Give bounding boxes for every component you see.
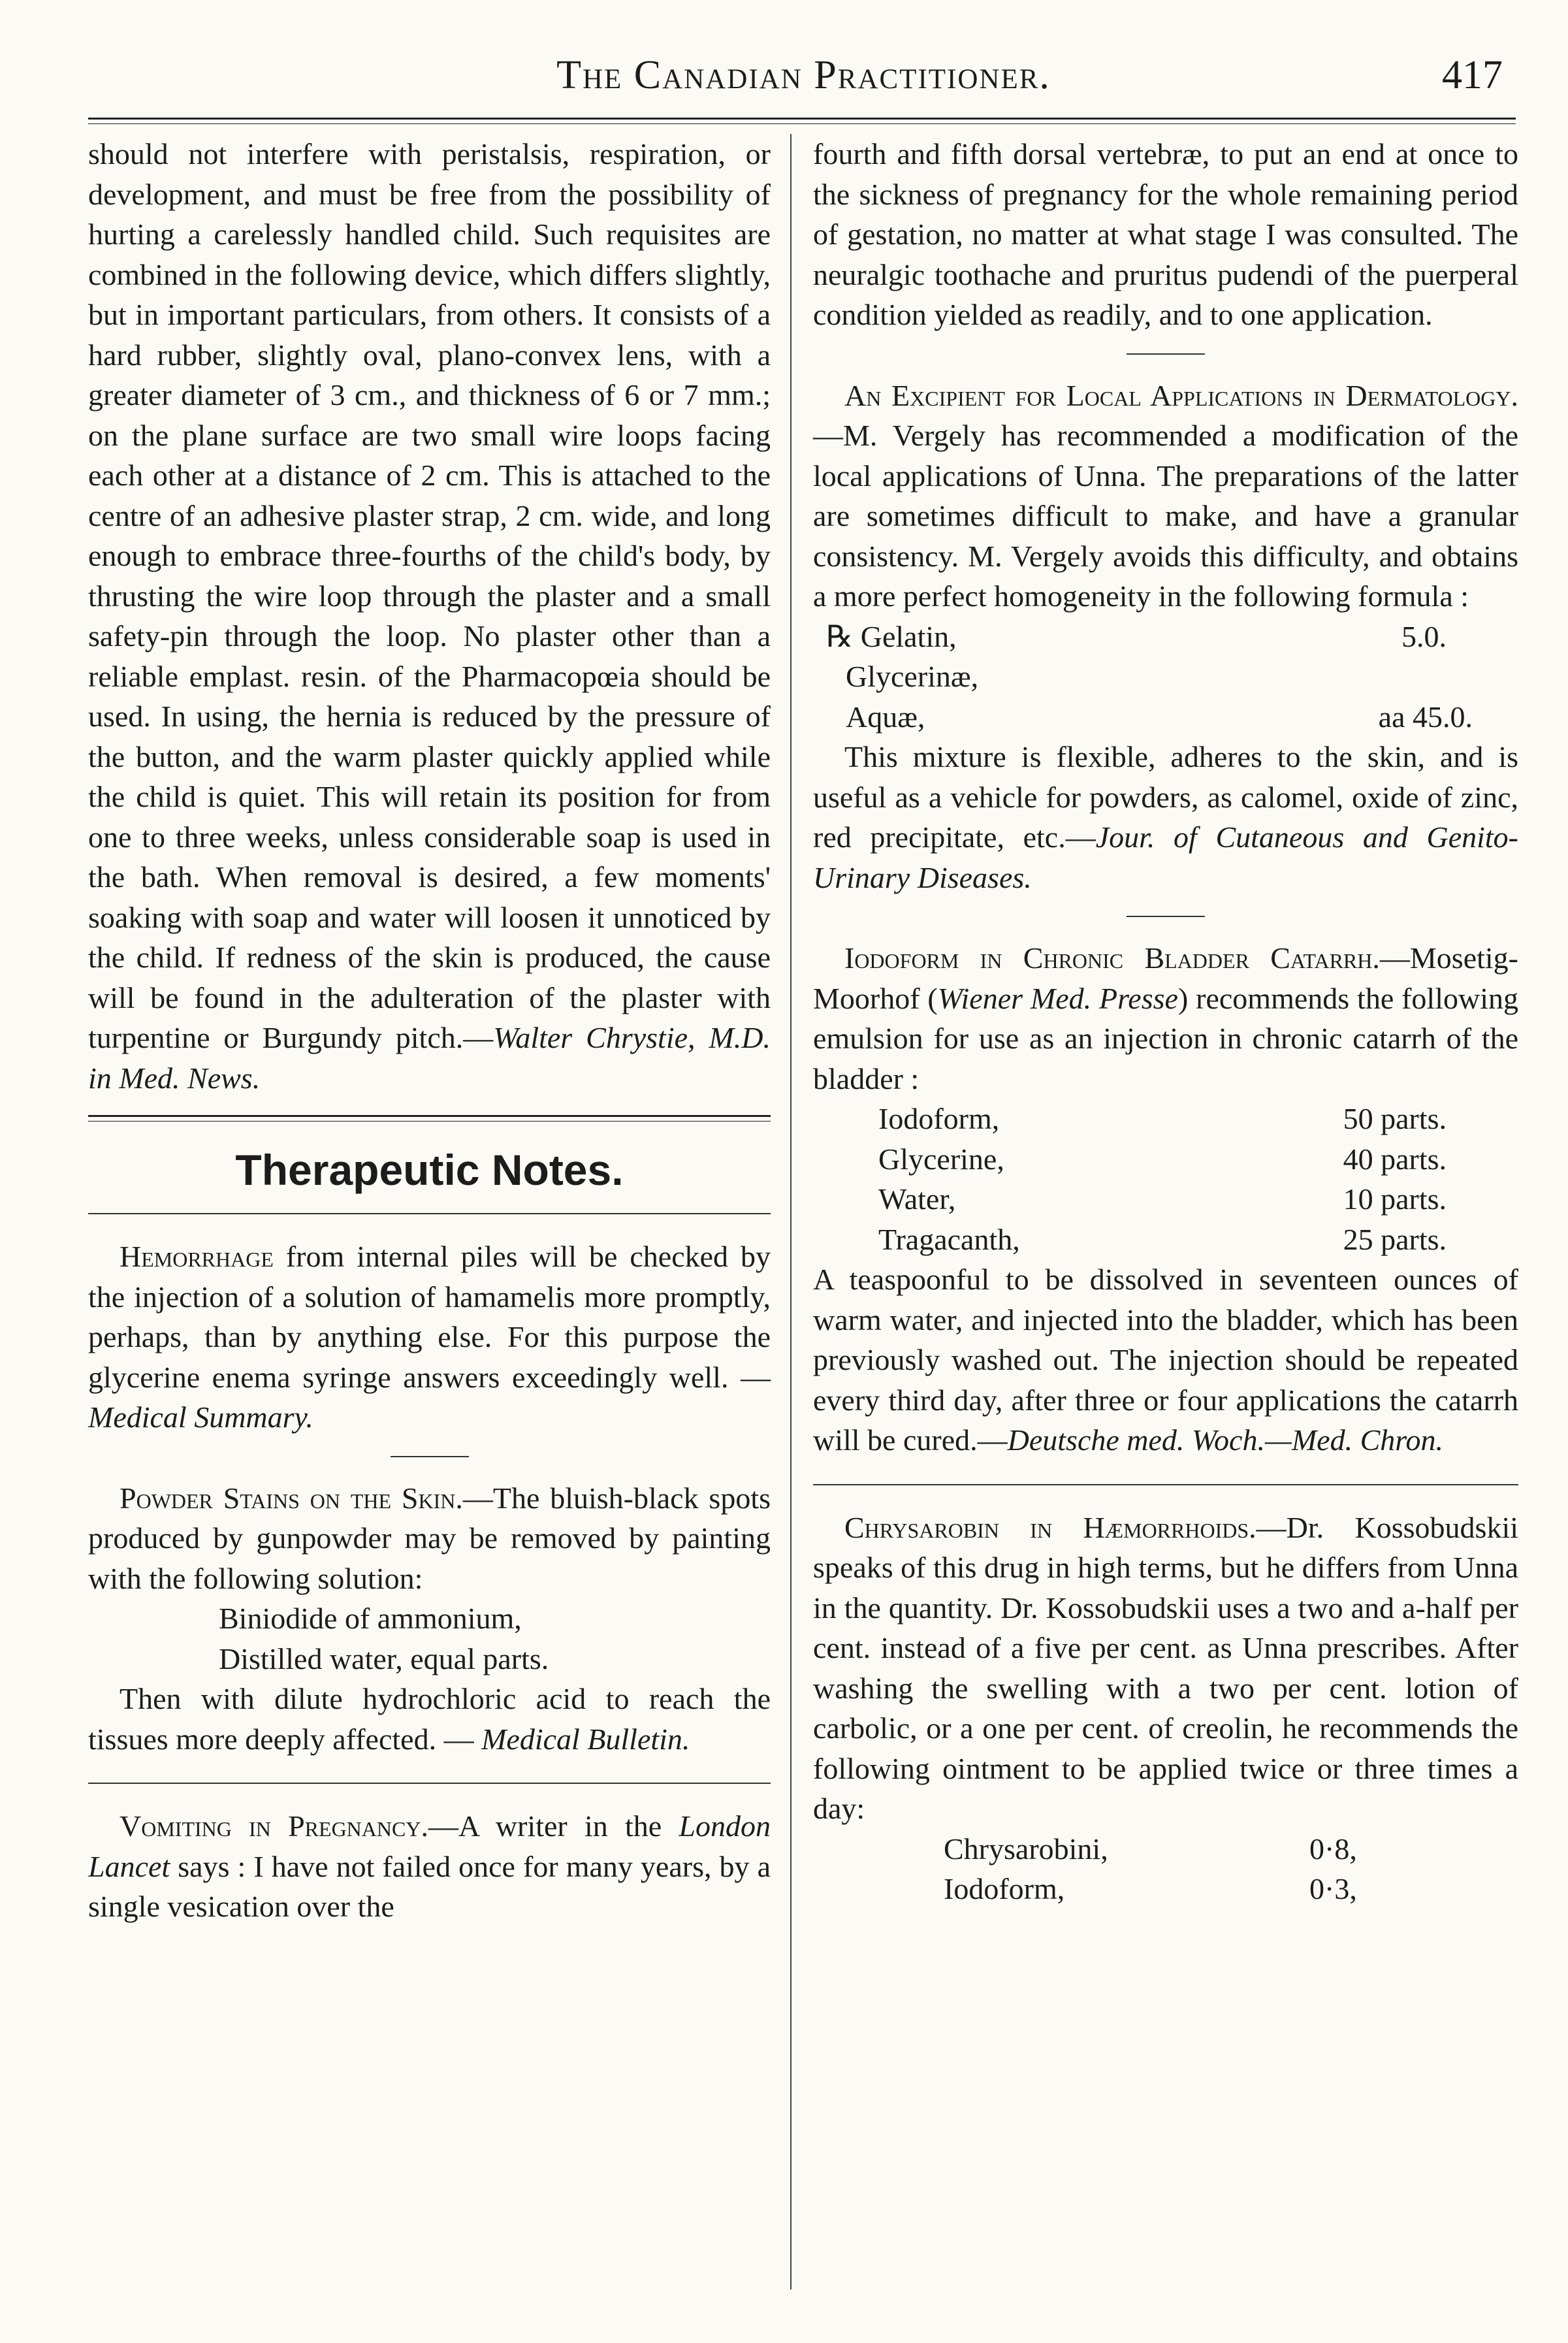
item-separator <box>813 1484 1518 1485</box>
formula-row <box>813 697 1518 737</box>
item-separator <box>1127 353 1205 355</box>
header-rule <box>88 118 1516 124</box>
left-column <box>88 134 771 1927</box>
iodoform-heading: Iodoform in Chronic Bladder Catarrh. <box>844 941 1380 975</box>
ointment-row <box>813 1869 1518 1909</box>
ointment-ingredient: Chrysarobini, <box>944 1832 1108 1866</box>
powder-after-text: Then with dilute hydrochloric acid to reach the tissues more deeply affected. — <box>88 1682 771 1756</box>
vomiting-text-a: —A writer in the <box>428 1809 679 1843</box>
right-column <box>813 134 1518 1909</box>
ointment-row <box>813 1829 1518 1869</box>
excipient-paragraph <box>813 376 1518 617</box>
chrysarobin-text: —Dr. Kossobudskii speaks of this drug in high terms, but he differs from Unna in the quantity. Dr. Kossobudskii uses a two and a-half per cent. instead of a five per cent. as Unna prescribes. After washing the swelling with a two per cent. lotion of carbolic, or a one per cent. of creolin, he recommends the following ointment to be applied twice or three times a day: <box>813 1510 1519 1825</box>
iodoform-source: Wiener Med. Presse <box>937 981 1178 1015</box>
hernia-citation: Walter Chrystie, M.D. in Med. News. <box>88 1021 771 1095</box>
chrysarobin-heading: Chrysarobin in Hæmorrhoids. <box>844 1510 1256 1544</box>
formula-row <box>813 617 1518 657</box>
excipient-text: —M. Vergely has recommended a modification of the local applications of Unna. The preparations of the latter are sometimes difficult to make, and have a granular consistency. M. Vergely avoids this difficulty, and obtains a more perfect homogeneity in the following formula : <box>813 419 1518 613</box>
vomiting-source: London Lancet <box>88 1809 771 1883</box>
emulsion-row <box>878 1099 1518 1139</box>
hemorrhage-citation: Medical Summary. <box>88 1400 313 1434</box>
section-rule-top <box>88 1115 771 1122</box>
formula-ingredient: ℞ Gelatin, <box>826 619 957 653</box>
iodoform-citation: Deutsche med. Woch.—Med. Chron. <box>1007 1423 1443 1457</box>
powder-paragraph <box>88 1478 771 1599</box>
journal-title: The Canadian Practitioner. <box>556 53 1051 97</box>
emulsion-ingredient: Iodoform, <box>878 1102 1000 1135</box>
hernia-paragraph <box>88 134 771 1098</box>
emulsion-amount: 50 parts. <box>1343 1102 1447 1135</box>
iodoform-after <box>813 1259 1518 1461</box>
emulsion-ingredient: Water, <box>878 1182 956 1216</box>
emulsion-row <box>878 1220 1518 1260</box>
ointment-amount: 0·3, <box>1309 1872 1357 1905</box>
vomiting-paragraph <box>88 1806 771 1927</box>
emulsion-ingredient: Glycerine, <box>878 1142 1004 1176</box>
powder-citation: Medical Bulletin. <box>481 1722 690 1756</box>
item-separator <box>88 1783 771 1784</box>
vomiting-continuation: fourth and fifth dorsal vertebræ, to put an end at once to the sickness of pregnancy for the whole remaining period of gestation, no matter at what stage I was consulted. The neuralgic toothache and pruritus pudendi of the puerperal condition yielded as readily, and to one application. <box>813 137 1518 331</box>
excipient-heading: An Excipient for Local Applications in Dermatology. <box>844 378 1518 412</box>
emulsion-ingredient: Tragacanth, <box>878 1222 1020 1256</box>
ointment-ingredient: Iodoform, <box>944 1872 1065 1905</box>
vomiting-text-b: says : I have not failed once for many years, by a single vesication over the <box>88 1849 771 1923</box>
formula-ingredient: Aquæ, <box>846 700 925 734</box>
section-rule-bottom <box>88 1213 771 1214</box>
column-divider <box>790 134 792 2289</box>
emulsion-amount: 25 parts. <box>1343 1222 1447 1256</box>
solution-line: Distilled water, equal parts. <box>219 1641 549 1675</box>
hemorrhage-paragraph <box>88 1236 771 1438</box>
formula-ingredient: Glycerinæ, <box>846 660 979 693</box>
hernia-text: should not interfere with peristalsis, respiration, or development, and must be free from the possibility of hurting a carelessly handled child. Such requisites are combined in the following device, which differs slightly, but in important particulars, from others. It consists of a hard rubber, slightly oval, plano-convex lens, with a greater diameter of 3 cm., and thickness of 6 or 7 mm.; on the plane surface are two small wire loops facing each other at a distance of 2 cm. This is attached to the centre of an adhesive plaster strap, 2 cm. wide, and long enough to embrace three-fourths of the child's body, by thrusting the wire loop through the plaster and a small safety-pin through the loop. No plaster other than a reliable emplast. resin. of the Pharmacopœia should be used. In using, the hernia is reduced by the pressure of the button, and the warm plaster quickly applied while the child is quiet. This will retain its position for from one to three weeks, unless considerable soap is used in the bath. When removal is desired, a few moments' soaking with soap and water will loosen it unnoticed by the child. If redness of the skin is produced, the cause will be found in the adulteration of the plaster with turpentine or Burgundy pitch.— <box>88 137 771 1054</box>
vomiting-heading: Vomiting in Pregnancy. <box>120 1809 428 1843</box>
iodoform-paragraph <box>813 938 1518 1099</box>
running-head <box>91 46 1516 111</box>
iodoform-text-a: —Mosetig-Moorhof ( <box>813 941 1518 1015</box>
hemorrhage-text: from internal piles will be checked by the injection of a solution of hamamelis more promptly, perhaps, than by anything else. For this purpose the glycerine enema syringe answers exceedingly well. — <box>88 1240 771 1394</box>
emulsion-row <box>878 1179 1518 1220</box>
emulsion-amount: 10 parts. <box>1343 1182 1447 1216</box>
section-title: Therapeutic Notes. <box>235 1146 624 1194</box>
emulsion-list <box>878 1099 1518 1259</box>
item-separator <box>1127 916 1205 917</box>
formula-amount <box>1447 656 1518 697</box>
item-separator <box>391 1456 469 1457</box>
iodoform-after-text: A teaspoonful to be dissolved in seventeen ounces of warm water, and injected into the bladder, which has been previously washed out. The injection should be repeated every third day, after three or four applications the catarrh will be cured.— <box>813 1263 1518 1457</box>
page-number: 417 <box>1442 53 1503 97</box>
excipient-after <box>813 737 1518 897</box>
formula-amount: 5.0. <box>1401 619 1447 653</box>
solution-line: Biniodide of ammonium, <box>219 1602 522 1635</box>
ointment-amount: 0·8, <box>1309 1832 1357 1866</box>
powder-heading: Powder Stains on the Skin. <box>120 1481 463 1515</box>
excipient-after-text: This mixture is flexible, adheres to the skin, and is useful as a vehicle for powders, as calomel, oxide of zinc, red precipitate, etc.— <box>813 740 1518 854</box>
formula-row <box>813 656 1518 697</box>
formula <box>813 617 1518 737</box>
powder-text: —The bluish-black spots produced by gunpowder may be removed by painting with the following solution: <box>88 1481 771 1595</box>
powder-after <box>88 1679 771 1759</box>
excipient-citation: Jour. of Cutaneous and Genito-Urinary Diseases. <box>813 820 1518 894</box>
hemorrhage-heading: Hemorrhage <box>120 1240 274 1273</box>
chrysarobin-paragraph <box>813 1508 1518 1829</box>
emulsion-amount: 40 parts. <box>1343 1142 1447 1176</box>
formula-amount: aa 45.0. <box>1378 700 1473 734</box>
ointment-list <box>813 1829 1518 1909</box>
iodoform-text-b: ) recommends the following emulsion for use as an injection in chronic catarrh of the bladder : <box>813 981 1518 1095</box>
emulsion-row <box>878 1139 1518 1180</box>
